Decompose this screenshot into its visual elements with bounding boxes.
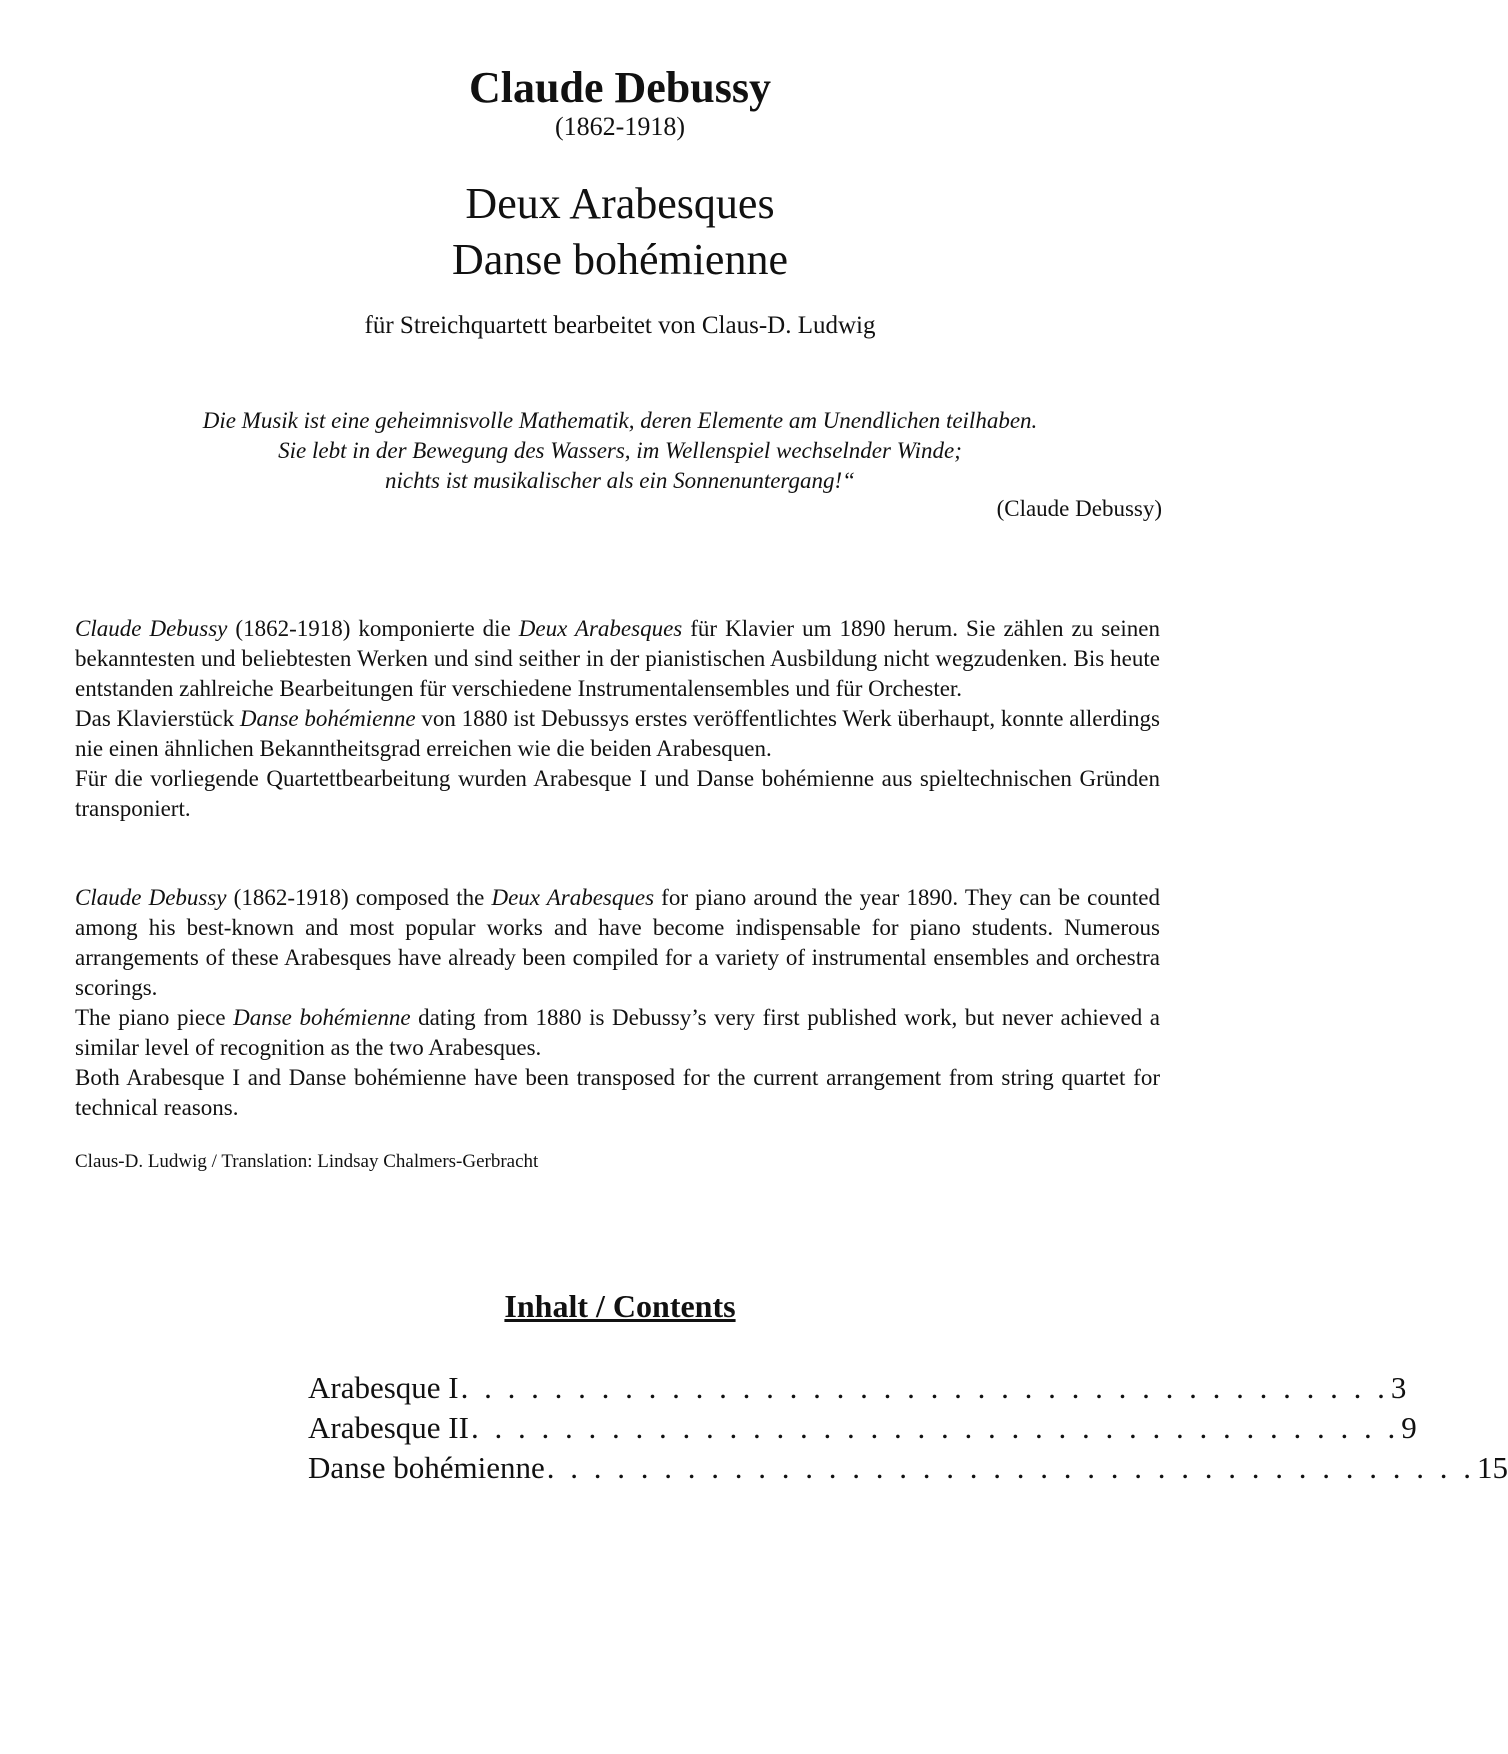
- german-paragraph-1: [75, 614, 1160, 704]
- text-span: (1862-1918) komponierte die: [227, 616, 519, 641]
- credit-line: Claus-D. Ludwig / Translation: Lindsay Chalmers-Gerbracht: [75, 1151, 539, 1172]
- toc-entry[interactable]: [308, 1448, 1508, 1488]
- work-ref: Danse bohémienne: [233, 1005, 411, 1030]
- composer-dates: (1862-1918): [555, 112, 685, 141]
- text-span: für Klavier um 1890 herum. Sie zählen zu seinen bekanntesten und beliebtesten Werken und sind seither in der pianistischen Ausbildung nicht wegzudenken. Bis heute entstanden zahlreiche Bearbeitungen für verschiedene Instrumentalensembles und für Orchester.: [75, 616, 1160, 701]
- text-span: The piano piece: [75, 1005, 234, 1030]
- english-paragraph-3: Both Arabesque I and Danse bohémienne have been transposed for the current arrangement from string quartet for technical reasons.: [75, 1065, 1160, 1120]
- toc-leader: . . . . . . . . . . . . . . . . . . . . . . . . . . . . . . . . . . . . . . . .: [470, 1410, 1400, 1445]
- toc-entry[interactable]: [308, 1408, 1417, 1448]
- quote-line-1: Die Musik ist eine geheimnisvolle Mathematik, deren Elemente am Unendlichen teilhaben.: [202, 408, 1038, 433]
- quote-author: (Claude Debussy): [996, 496, 1162, 521]
- work-ref: Deux Arabesques: [518, 616, 683, 641]
- english-text: [75, 883, 1160, 1123]
- english-paragraph-2: [75, 1003, 1160, 1063]
- toc-entry[interactable]: [308, 1368, 1407, 1408]
- work-ref: Deux Arabesques: [491, 885, 655, 910]
- toc-page: 3: [1390, 1370, 1407, 1405]
- contents-heading: [0, 1288, 1240, 1325]
- english-paragraph-1: [75, 883, 1160, 1003]
- text-span: for piano around the year 1890. They can be counted among his best-known and most popular works and have become indispensable for piano students. Numerous arrangements of these Arabesques have already been compiled for a variety of instrumental ensembles and orchestra scorings.: [75, 885, 1160, 1000]
- german-paragraph-3: Für die vorliegende Quartettbearbeitung wurden Arabesque I und Danse bohémienne aus spieltechnischen Gründen transponiert.: [75, 766, 1160, 821]
- toc-leader: . . . . . . . . . . . . . . . . . . . . . . . . . . . . . . . . . . . . . . . .: [546, 1450, 1475, 1485]
- german-text: [75, 614, 1160, 824]
- composer-ref: Claude Debussy: [75, 885, 227, 910]
- work-title-1: Deux Arabesques: [465, 179, 775, 228]
- quote-line-2: Sie lebt in der Bewegung des Wassers, im Wellenspiel wechselnder Winde;: [278, 438, 962, 463]
- text-span: dating from 1880 is Debussy’s very first published work, but never achieved a similar level of recognition as the two Arabesques.: [75, 1005, 1160, 1060]
- toc-title: Arabesque II: [308, 1410, 469, 1445]
- work-title-2: Danse bohémienne: [452, 235, 788, 284]
- toc-title: Danse bohémienne: [308, 1450, 545, 1485]
- toc-page: 15: [1476, 1450, 1508, 1485]
- composer-ref: Claude Debussy: [75, 616, 228, 641]
- work-ref: Danse bohémienne: [239, 706, 416, 731]
- german-paragraph-2: [75, 704, 1160, 764]
- quote-line-3: nichts ist musikalischer als ein Sonnenuntergang!“: [385, 468, 855, 493]
- contents-heading-text: Inhalt / Contents: [504, 1288, 736, 1324]
- epigraph-quote: [0, 406, 1240, 496]
- text-span: (1862-1918) composed the: [226, 885, 492, 910]
- composer-name: Claude Debussy: [469, 63, 771, 112]
- toc-leader: . . . . . . . . . . . . . . . . . . . . . . . . . . . . . . . . . . . . . . . .: [460, 1370, 1389, 1405]
- toc-title: Arabesque I: [308, 1370, 459, 1405]
- toc-page: 9: [1401, 1410, 1417, 1445]
- text-span: von 1880 ist Debussys erstes veröffentlichtes Werk überhaupt, konnte allerdings nie einen ähnlichen Bekanntheitsgrad erreichen wie die beiden Arabesquen.: [75, 706, 1160, 761]
- arrangement-note: für Streichquartett bearbeitet von Claus-D. Ludwig: [364, 312, 876, 339]
- table-of-contents: [308, 1368, 1508, 1488]
- text-span: Das Klavierstück: [75, 706, 240, 731]
